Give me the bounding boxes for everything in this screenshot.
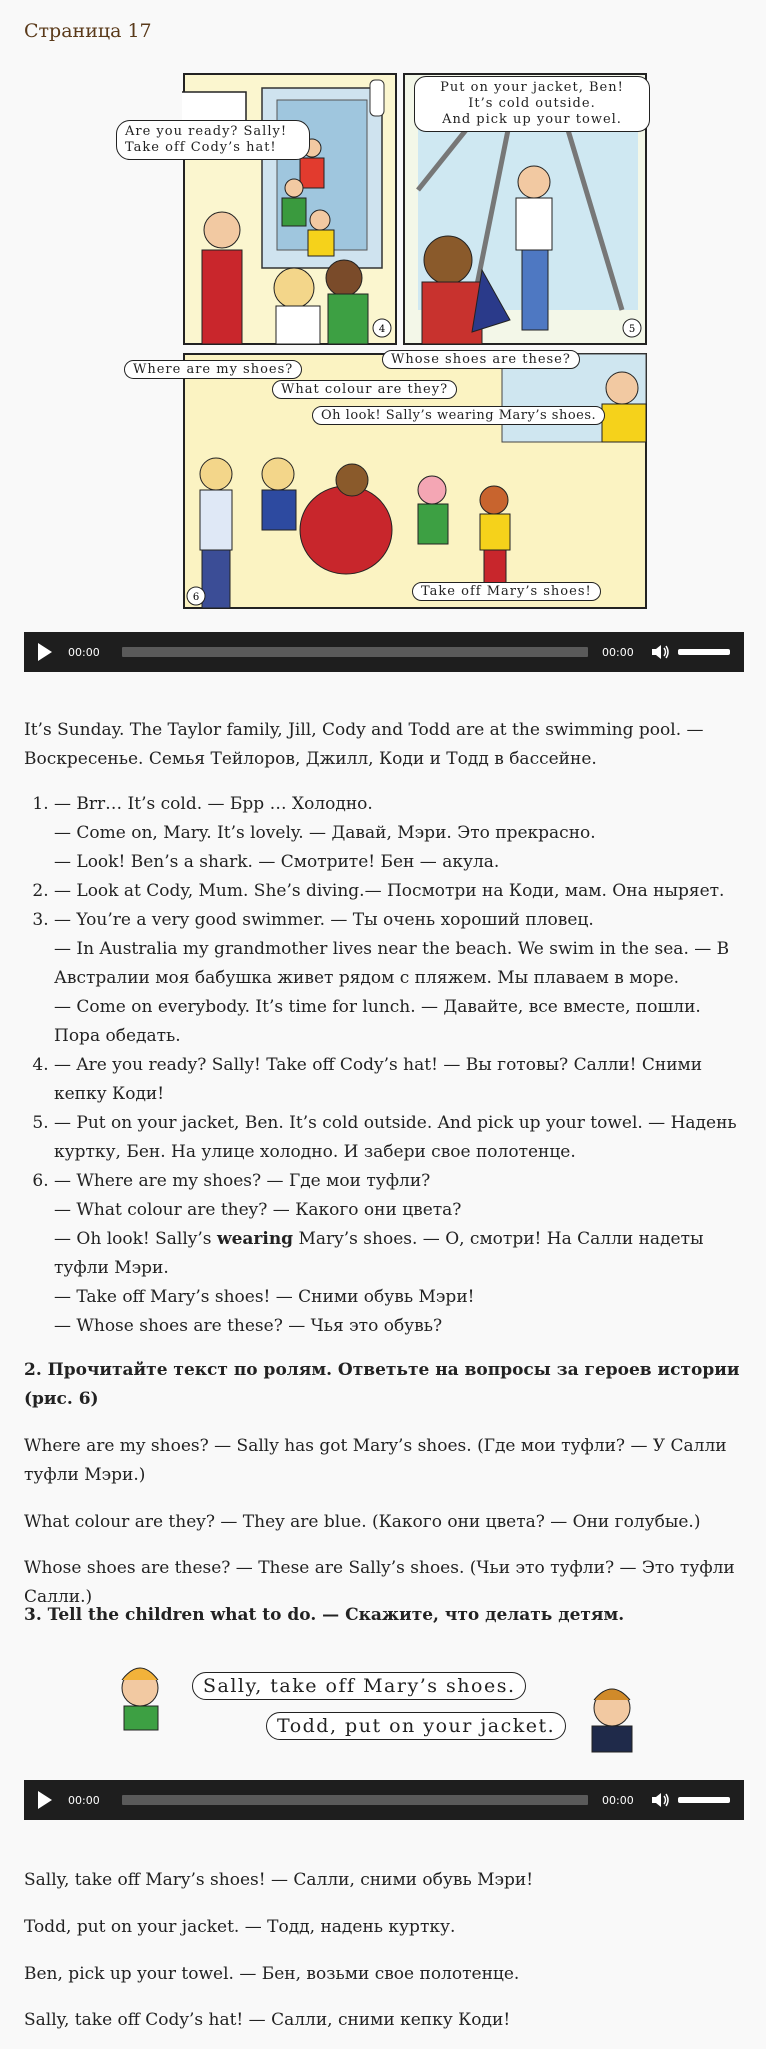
dialog-line: — Whose shoes are these? — Чья это обувь?	[54, 1316, 443, 1336]
section-2-answer: What colour are they? — They are blue. (Какого они цвета? — Они голубые.)	[24, 1512, 701, 1532]
intro-text: It’s Sunday. The Taylor family, Jill, Cody and Todd are at the swimming pool. — Воскресенье. Семья Тейлоров, Джилл, Коди и Тодд в бассейне.	[24, 720, 704, 769]
volume-icon[interactable]	[650, 644, 670, 660]
dialog-line: 1. — Brr… It’s cold. — Брр … Холодно.	[54, 794, 373, 814]
dialog-item	[54, 1109, 744, 1167]
dialog-line: — Take off Mary’s shoes! — Сними обувь Мэри!	[54, 1287, 475, 1307]
page-label: Страница 17	[24, 20, 152, 42]
dialog-line: — Look! Ben’s a shark. — Смотрите! Бен — акула.	[54, 852, 500, 872]
dialog-list	[24, 790, 744, 1341]
dialog-line	[54, 1225, 744, 1283]
bubble-where: Where are my shoes?	[124, 360, 302, 379]
section-2-answer: Whose shoes are these? — These are Sally’s shoes. (Чьи это туфли? — Это туфли Салли.)	[24, 1558, 735, 1607]
audio-player-2	[24, 1780, 744, 1820]
volume-icon[interactable]	[650, 1792, 670, 1808]
section-3-answer: Sally, take off Cody’s hat! — Салли, сними кепку Коди!	[24, 2010, 511, 2030]
dialog-line: — What colour are they? — Какого они цвета?	[54, 1200, 462, 1220]
dialog-line: — Come on everybody. It’s time for lunch. — Давайте, все вместе, пошли. Пора обедать.	[54, 997, 701, 1046]
bubble-panel5-line1: Put on your jacket, Ben!	[440, 80, 624, 95]
volume-slider[interactable]	[678, 1797, 730, 1803]
dialog-line-end: Mary’s shoes. — О, смотри! На Салли надеты туфли Мэри.	[54, 1229, 704, 1278]
bubble-panel4-line2: Take off Cody’s hat!	[125, 140, 277, 155]
bubble-panel5	[414, 76, 650, 132]
section-3-illustration	[118, 1650, 642, 1760]
current-time: 00:00	[68, 1793, 100, 1807]
bubble-whose: Whose shoes are these?	[382, 350, 580, 369]
play-button[interactable]	[38, 643, 52, 661]
bubble-colour: What colour are they?	[272, 380, 457, 399]
dialog-item	[54, 790, 744, 877]
dialog-line: 5. — Put on your jacket, Ben. It’s cold outside. And pick up your towel. — Надень куртку, Бен. На улице холодно. И забери свое полотенце.	[54, 1113, 737, 1162]
section-3-answer: Todd, put on your jacket. — Тодд, надень куртку.	[24, 1917, 456, 1937]
volume-slider[interactable]	[678, 649, 730, 655]
panel-5-number: 5	[628, 324, 636, 335]
panel-4-number: 4	[378, 324, 386, 335]
bubble-panel4	[116, 120, 310, 160]
dialog-line: 6. — Where are my shoes? — Где мои туфли?	[54, 1171, 431, 1191]
progress-bar[interactable]	[122, 647, 588, 657]
section-3-answer: Ben, pick up your towel. — Бен, возьми свое полотенце.	[24, 1964, 520, 1984]
dialog-item	[54, 1051, 744, 1109]
bold-word: wearing	[216, 1229, 294, 1249]
dialog-item	[54, 906, 744, 1051]
panel-6-number: 6	[192, 592, 200, 603]
dialog-item	[54, 1167, 744, 1341]
dialog-line-start: — Oh look! Sally’s	[54, 1229, 212, 1249]
panel-4	[182, 74, 396, 344]
play-button[interactable]	[38, 1791, 52, 1809]
duration-time: 00:00	[602, 1793, 634, 1807]
section-3-heading: 3. Tell the children what to do. — Скажите, что делать детям.	[24, 1605, 625, 1625]
progress-bar[interactable]	[122, 1795, 588, 1805]
speech-bubble-2: Todd, put on your jacket.	[266, 1712, 566, 1740]
audio-player-1	[24, 632, 744, 672]
children-svg	[118, 1650, 642, 1760]
dialog-line: — Come on, Mary. It’s lovely. — Давай, Мэри. Это прекрасно.	[54, 823, 596, 843]
section-2-heading: 2. Прочитайте текст по ролям. Ответьте на вопросы за героев истории (рис. 6)	[24, 1360, 740, 1409]
duration-time: 00:00	[602, 645, 634, 659]
bubble-look: Oh look! Sally’s wearing Mary’s shoes.	[312, 406, 605, 425]
dialog-line: — In Australia my grandmother lives near the beach. We swim in the sea. — В Австралии моя бабушка живет рядом с пляжем. Мы плаваем в море.	[54, 939, 730, 988]
dialog-line: 2. — Look at Cody, Mum. She’s diving.— Посмотри на Коди, мам. Она ныряет.	[54, 881, 725, 901]
bubble-panel5-line3: And pick up your towel.	[442, 112, 622, 127]
dialog-line: 4. — Are you ready? Sally! Take off Cody’s hat! — Вы готовы? Салли! Сними кепку Коди!	[54, 1055, 703, 1104]
speech-bubble-1: Sally, take off Mary’s shoes.	[192, 1672, 526, 1700]
comic-illustration	[125, 70, 648, 610]
section-2-answer: Where are my shoes? — Sally has got Mary’s shoes. (Где мои туфли? — У Салли туфли Мэри.)	[24, 1436, 727, 1485]
section-3-answer: Sally, take off Mary’s shoes! — Салли, сними обувь Мэри!	[24, 1870, 534, 1890]
dialog-item	[54, 877, 744, 906]
bubble-panel4-line1: Are you ready? Sally!	[125, 124, 288, 139]
bubble-takeoff: Take off Mary’s shoes!	[412, 582, 601, 601]
dialog-line: 3. — You’re a very good swimmer. — Ты очень хороший пловец.	[54, 910, 594, 930]
bubble-panel5-line2: It’s cold outside.	[468, 96, 596, 111]
current-time: 00:00	[68, 645, 100, 659]
